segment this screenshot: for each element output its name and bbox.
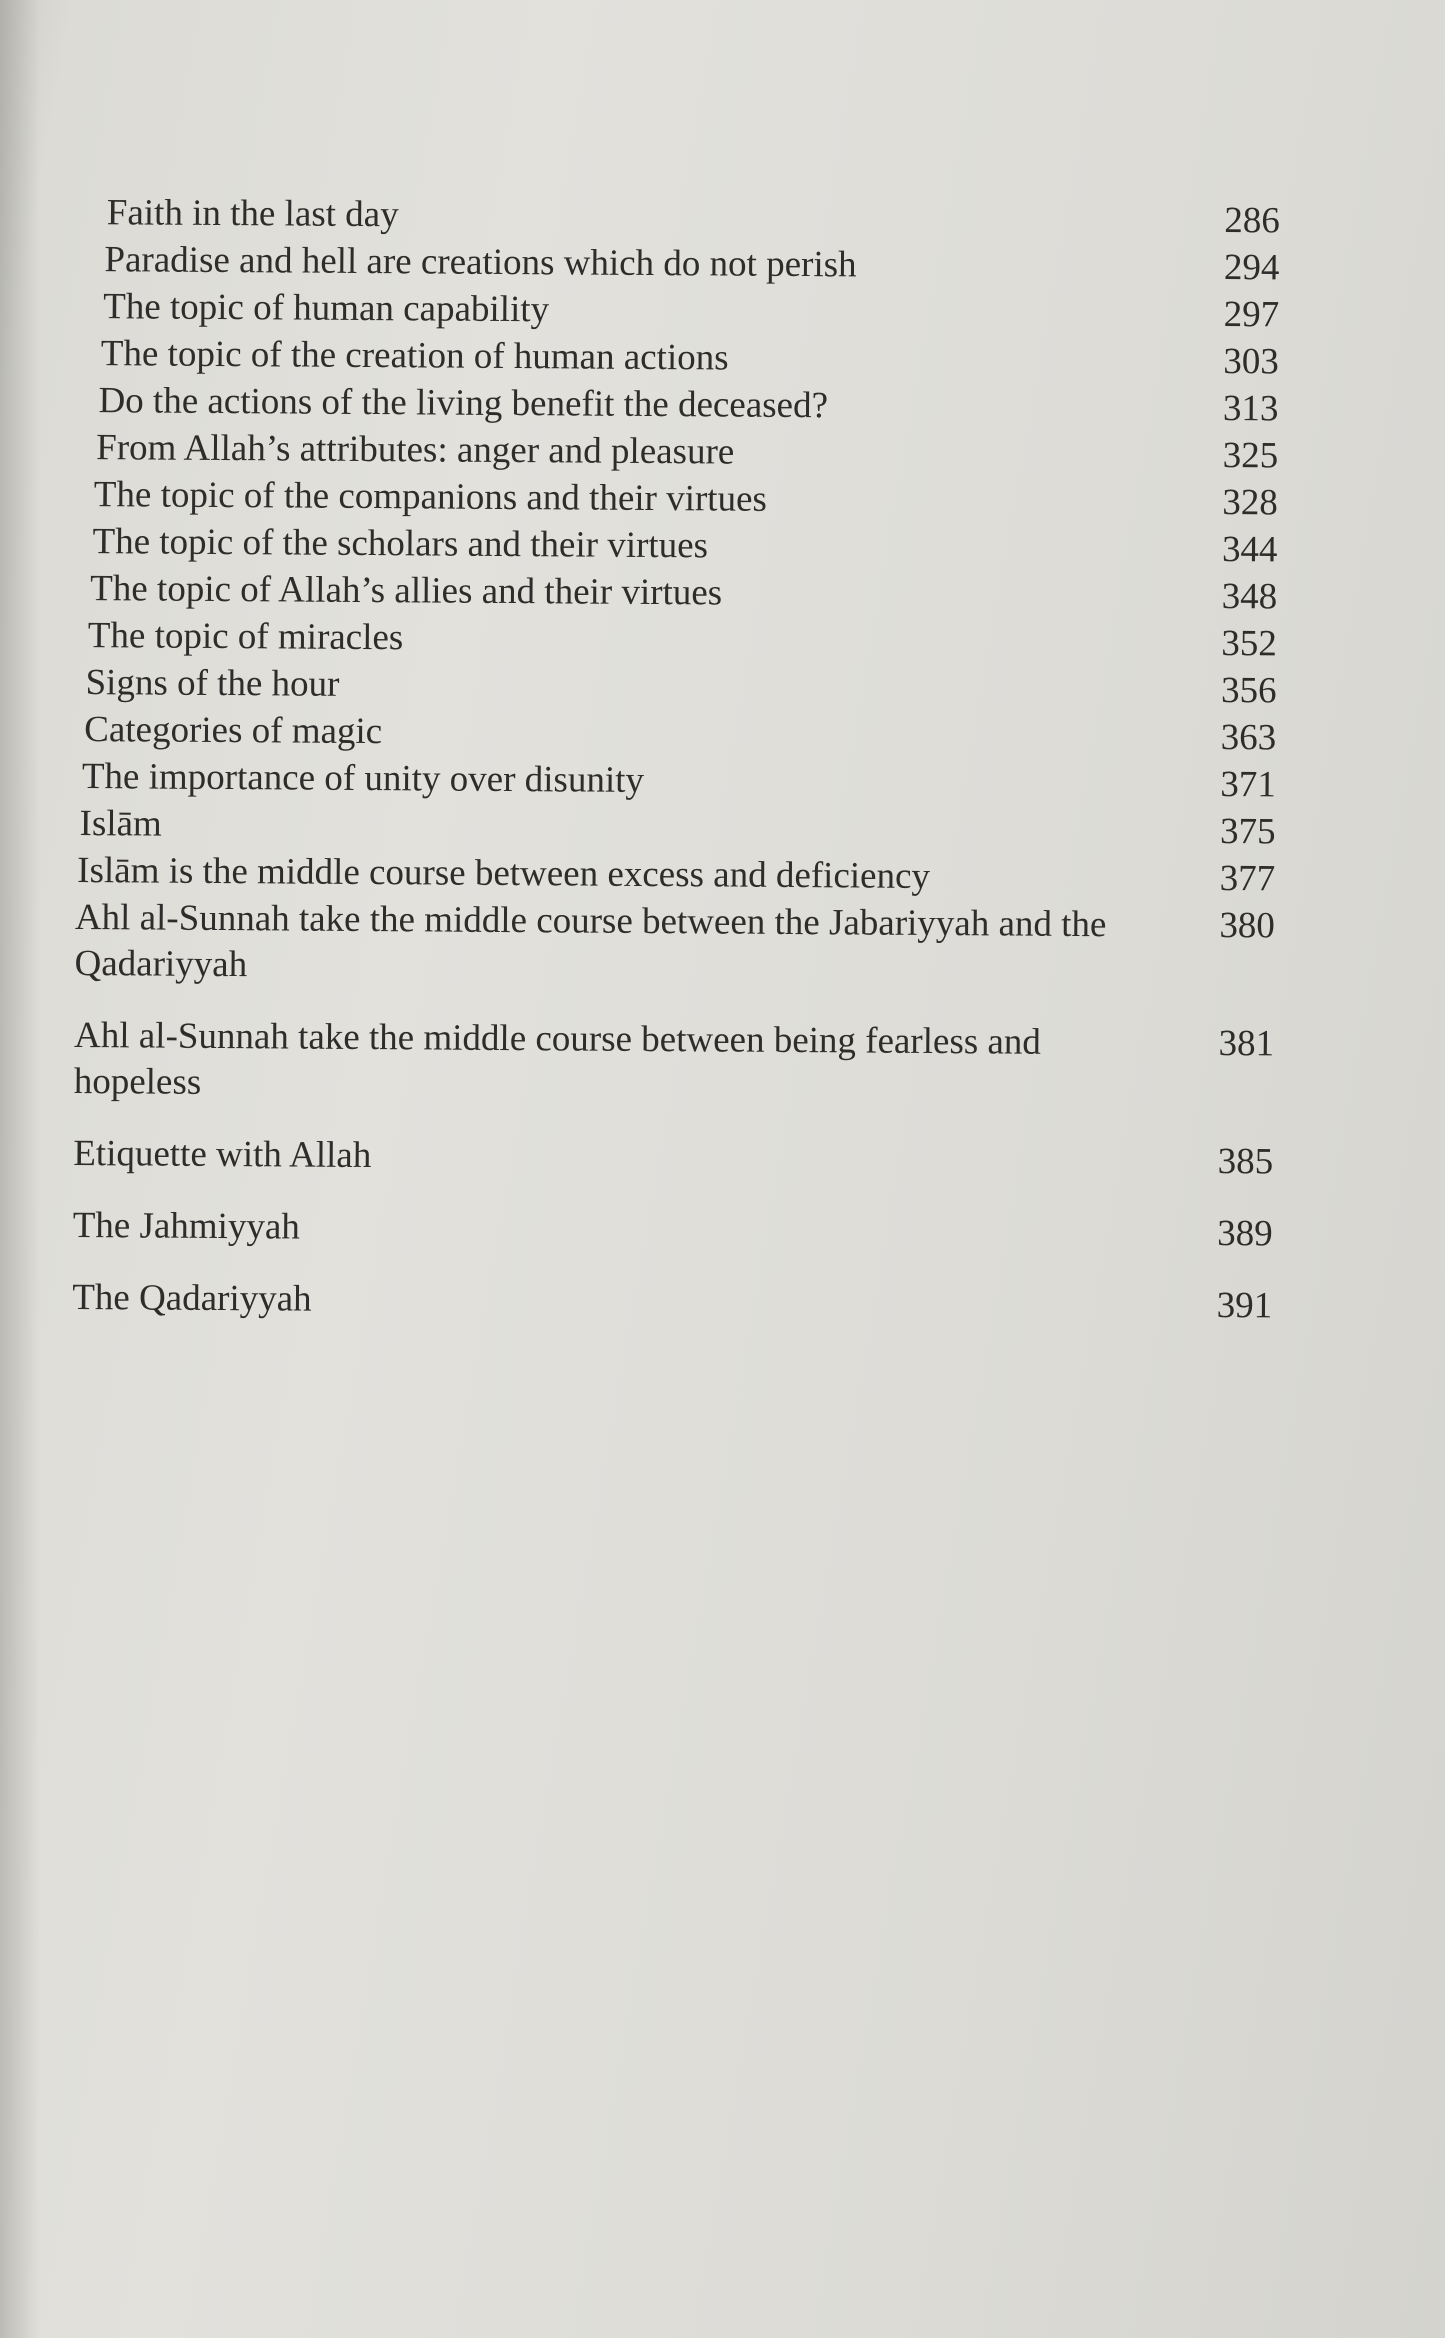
toc-entry-title: Categories of magic bbox=[84, 709, 383, 753]
toc-entry bbox=[78, 378, 1278, 432]
toc-entry bbox=[78, 472, 1278, 526]
toc-entry-page: 381 bbox=[1218, 1022, 1275, 1065]
toc-entry-page: 348 bbox=[1221, 575, 1278, 618]
toc-entry-page: 380 bbox=[1219, 904, 1276, 947]
toc-entry-page: 356 bbox=[1220, 669, 1277, 712]
toc-entry-title: The Qadariyyah bbox=[72, 1276, 312, 1320]
toc-entry-page: 286 bbox=[1224, 199, 1280, 242]
toc-entry-title: Etiquette with Allah bbox=[73, 1132, 372, 1177]
toc-entry-page: 371 bbox=[1220, 763, 1277, 806]
toc-entry-title: Faith in the last day bbox=[106, 192, 399, 236]
toc-entry-page: 328 bbox=[1222, 481, 1278, 524]
toc-entry bbox=[77, 519, 1277, 573]
toc-entry bbox=[76, 707, 1276, 761]
table-of-contents bbox=[72, 190, 1280, 1329]
toc-entry-page: 294 bbox=[1223, 246, 1280, 289]
toc-entry-page: 325 bbox=[1222, 434, 1279, 477]
toc-entry-page: 303 bbox=[1223, 340, 1279, 383]
toc-entry bbox=[79, 331, 1279, 385]
toc-entry-title: The Jahmiyyah bbox=[72, 1204, 300, 1248]
toc-entry-title: Paradise and hell are creations which do not perish bbox=[104, 239, 857, 286]
toc-entry-page: 297 bbox=[1223, 293, 1280, 336]
toc-entry-title: The topic of the scholars and their virtues bbox=[92, 521, 709, 567]
toc-entry-page: 344 bbox=[1221, 528, 1278, 571]
toc-entry-page: 313 bbox=[1222, 387, 1279, 430]
toc-entry-page: 389 bbox=[1217, 1212, 1273, 1255]
toc-entry-title: The topic of miracles bbox=[87, 615, 404, 659]
toc-entry bbox=[76, 660, 1276, 714]
toc-entry-title: The topic of Allah’s allies and their virtues bbox=[90, 568, 723, 614]
toc-entry-page: 375 bbox=[1219, 810, 1276, 853]
toc-entry-title: From Allah’s attributes: anger and pleasure bbox=[96, 427, 735, 473]
toc-entry-title: Islām is the middle course between excess and deficiency bbox=[77, 849, 931, 897]
toc-entry-page: 363 bbox=[1220, 716, 1277, 759]
toc-entry bbox=[78, 425, 1278, 479]
toc-entry bbox=[75, 801, 1275, 855]
toc-entry bbox=[80, 190, 1280, 244]
toc-entry-title: The topic of the creation of human actions bbox=[100, 333, 729, 379]
toc-entry-title: Islām bbox=[79, 803, 162, 845]
toc-entry bbox=[77, 566, 1277, 620]
toc-entry bbox=[73, 1131, 1273, 1185]
toc-entry-title: The importance of unity over disunity bbox=[81, 756, 645, 801]
toc-entry bbox=[79, 284, 1279, 338]
toc-entry bbox=[75, 848, 1275, 902]
toc-entry-page: 385 bbox=[1217, 1140, 1274, 1183]
toc-entry-title: Ahl al-Sunnah take the middle course between the Jabariyyah and the Qadariyyah bbox=[74, 896, 1107, 986]
toc-entry bbox=[77, 613, 1277, 667]
toc-entry bbox=[72, 1275, 1272, 1329]
toc-entry bbox=[79, 237, 1279, 291]
toc-entry-page: 391 bbox=[1216, 1284, 1273, 1327]
toc-entry-page: 352 bbox=[1221, 622, 1278, 665]
toc-entry-page: 377 bbox=[1219, 857, 1276, 900]
toc-entry-title: Ahl al-Sunnah take the middle course between being fearless and hopeless bbox=[73, 1014, 1042, 1103]
toc-entry bbox=[73, 1203, 1273, 1257]
toc-entry bbox=[74, 895, 1275, 995]
toc-entry-title: Do the actions of the living benefit the deceased? bbox=[98, 380, 829, 427]
toc-entry-title: Signs of the hour bbox=[85, 662, 340, 705]
toc-entry-title: The topic of human capability bbox=[103, 286, 550, 331]
toc-entry-title: The topic of the companions and their virtues bbox=[93, 474, 768, 520]
toc-entry bbox=[74, 1013, 1275, 1113]
toc-entry bbox=[76, 754, 1276, 808]
